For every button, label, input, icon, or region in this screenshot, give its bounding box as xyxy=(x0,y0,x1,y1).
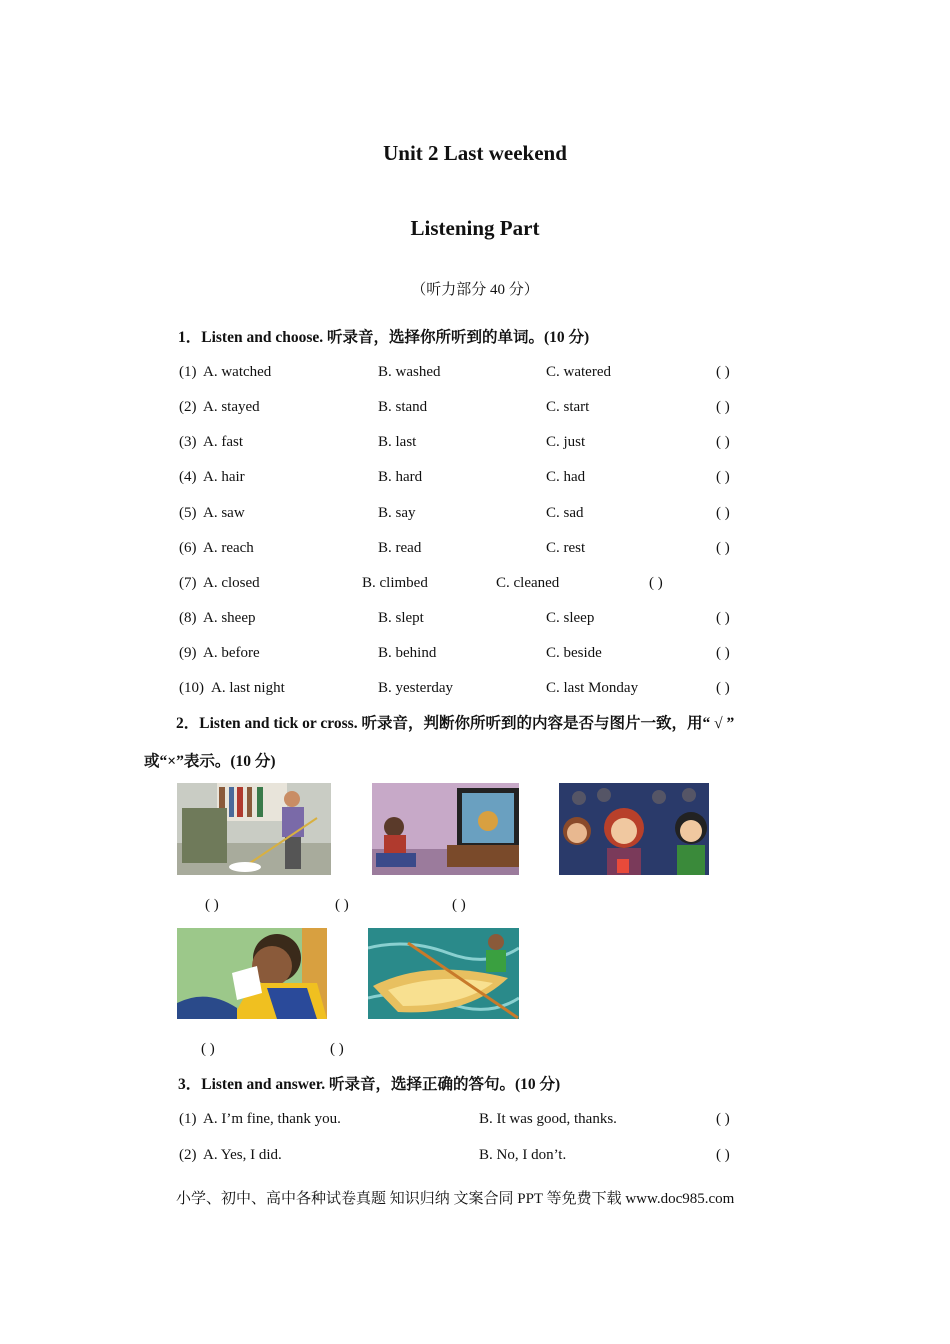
page-title: Unit 2 Last weekend xyxy=(383,141,567,165)
option-b: B. climbed xyxy=(362,575,428,591)
answer-paren[interactable]: ( ) xyxy=(649,575,663,591)
option-a: A. saw xyxy=(203,505,245,521)
footer-text: 小学、初中、高中各种试卷真题 知识归纳 文案合同 PPT 等免费下载 www.doc985.com xyxy=(176,1191,735,1207)
section-subtitle: Listening Part xyxy=(410,216,540,240)
option-a: A. last night xyxy=(211,680,285,696)
option-a: A. I’m fine, thank you. xyxy=(203,1111,341,1127)
picture-boy-sneezing xyxy=(177,928,327,1019)
option-a: A. watched xyxy=(203,364,272,380)
option-a: A. closed xyxy=(203,575,260,591)
question-number: (2) xyxy=(179,399,197,415)
option-c: C. watered xyxy=(546,364,611,380)
option-a: A. fast xyxy=(203,434,243,450)
option-a: A. hair xyxy=(203,469,245,485)
option-a: A. reach xyxy=(203,540,254,556)
option-b: B. washed xyxy=(378,364,441,380)
answer-paren[interactable]: ( ) xyxy=(335,897,349,913)
option-c: C. rest xyxy=(546,540,586,556)
question-number: (6) xyxy=(179,540,197,556)
answer-paren[interactable]: ( ) xyxy=(716,399,730,415)
answer-paren[interactable]: ( ) xyxy=(716,1111,730,1127)
section2-heading-cont: 或“×”表示。(10 分) xyxy=(144,753,276,770)
question-number: (9) xyxy=(179,645,197,661)
option-b: B. last xyxy=(378,434,417,450)
option-b: B. behind xyxy=(378,645,437,661)
question-number: (1) xyxy=(179,1111,197,1127)
score-note: （听力部分 40 分） xyxy=(411,282,539,298)
option-c: C. last Monday xyxy=(546,680,639,696)
option-b: B. stand xyxy=(378,399,428,415)
picture-cinema-children xyxy=(559,783,709,875)
option-c: C. beside xyxy=(546,645,602,661)
option-b: B. hard xyxy=(378,469,423,485)
answer-paren[interactable]: ( ) xyxy=(716,469,730,485)
option-c: C. sad xyxy=(546,505,584,521)
option-c: C. start xyxy=(546,399,590,415)
option-c: C. cleaned xyxy=(496,575,560,591)
question-number: (5) xyxy=(179,505,197,521)
option-a: A. sheep xyxy=(203,610,256,626)
answer-paren[interactable]: ( ) xyxy=(330,1041,344,1057)
question-number: (10) xyxy=(179,680,204,696)
answer-paren[interactable]: ( ) xyxy=(716,1147,730,1163)
answer-paren[interactable]: ( ) xyxy=(716,645,730,661)
question-number: (8) xyxy=(179,610,197,626)
option-a: A. Yes, I did. xyxy=(203,1147,282,1163)
answer-paren[interactable]: ( ) xyxy=(716,680,730,696)
option-c: C. had xyxy=(546,469,586,485)
section2-heading: 2．Listen and tick or cross. 听录音，判断你所听到的内容是否与图片一致，用“ √ ” xyxy=(176,715,735,732)
picture-cleaning-floor xyxy=(177,783,331,875)
option-b: B. No, I don’t. xyxy=(479,1147,567,1163)
answer-paren[interactable]: ( ) xyxy=(205,897,219,913)
question-number: (3) xyxy=(179,434,197,450)
answer-paren[interactable]: ( ) xyxy=(716,610,730,626)
answer-paren[interactable]: ( ) xyxy=(201,1041,215,1057)
question-number: (1) xyxy=(179,364,197,380)
picture-watching-tv xyxy=(372,783,519,875)
option-c: C. sleep xyxy=(546,610,595,626)
option-a: A. before xyxy=(203,645,260,661)
answer-paren[interactable]: ( ) xyxy=(452,897,466,913)
answer-paren[interactable]: ( ) xyxy=(716,364,730,380)
option-b: B. slept xyxy=(378,610,424,626)
option-b: B. read xyxy=(378,540,422,556)
option-a: A. stayed xyxy=(203,399,260,415)
picture-boy-rowing-boat xyxy=(368,928,519,1019)
question-number: (2) xyxy=(179,1147,197,1163)
section3-heading: 3．Listen and answer. 听录音，选择正确的答句。(10 分) xyxy=(178,1076,561,1093)
answer-paren[interactable]: ( ) xyxy=(716,434,730,450)
answer-paren[interactable]: ( ) xyxy=(716,540,730,556)
answer-paren[interactable]: ( ) xyxy=(716,505,730,521)
option-c: C. just xyxy=(546,434,586,450)
section1-heading: 1．Listen and choose. 听录音，选择你所听到的单词。(10 分) xyxy=(178,329,590,346)
question-number: (4) xyxy=(179,469,197,485)
question-number: (7) xyxy=(179,575,197,591)
option-b: B. say xyxy=(378,505,416,521)
option-b: B. yesterday xyxy=(378,680,453,696)
option-b: B. It was good, thanks. xyxy=(479,1111,617,1127)
